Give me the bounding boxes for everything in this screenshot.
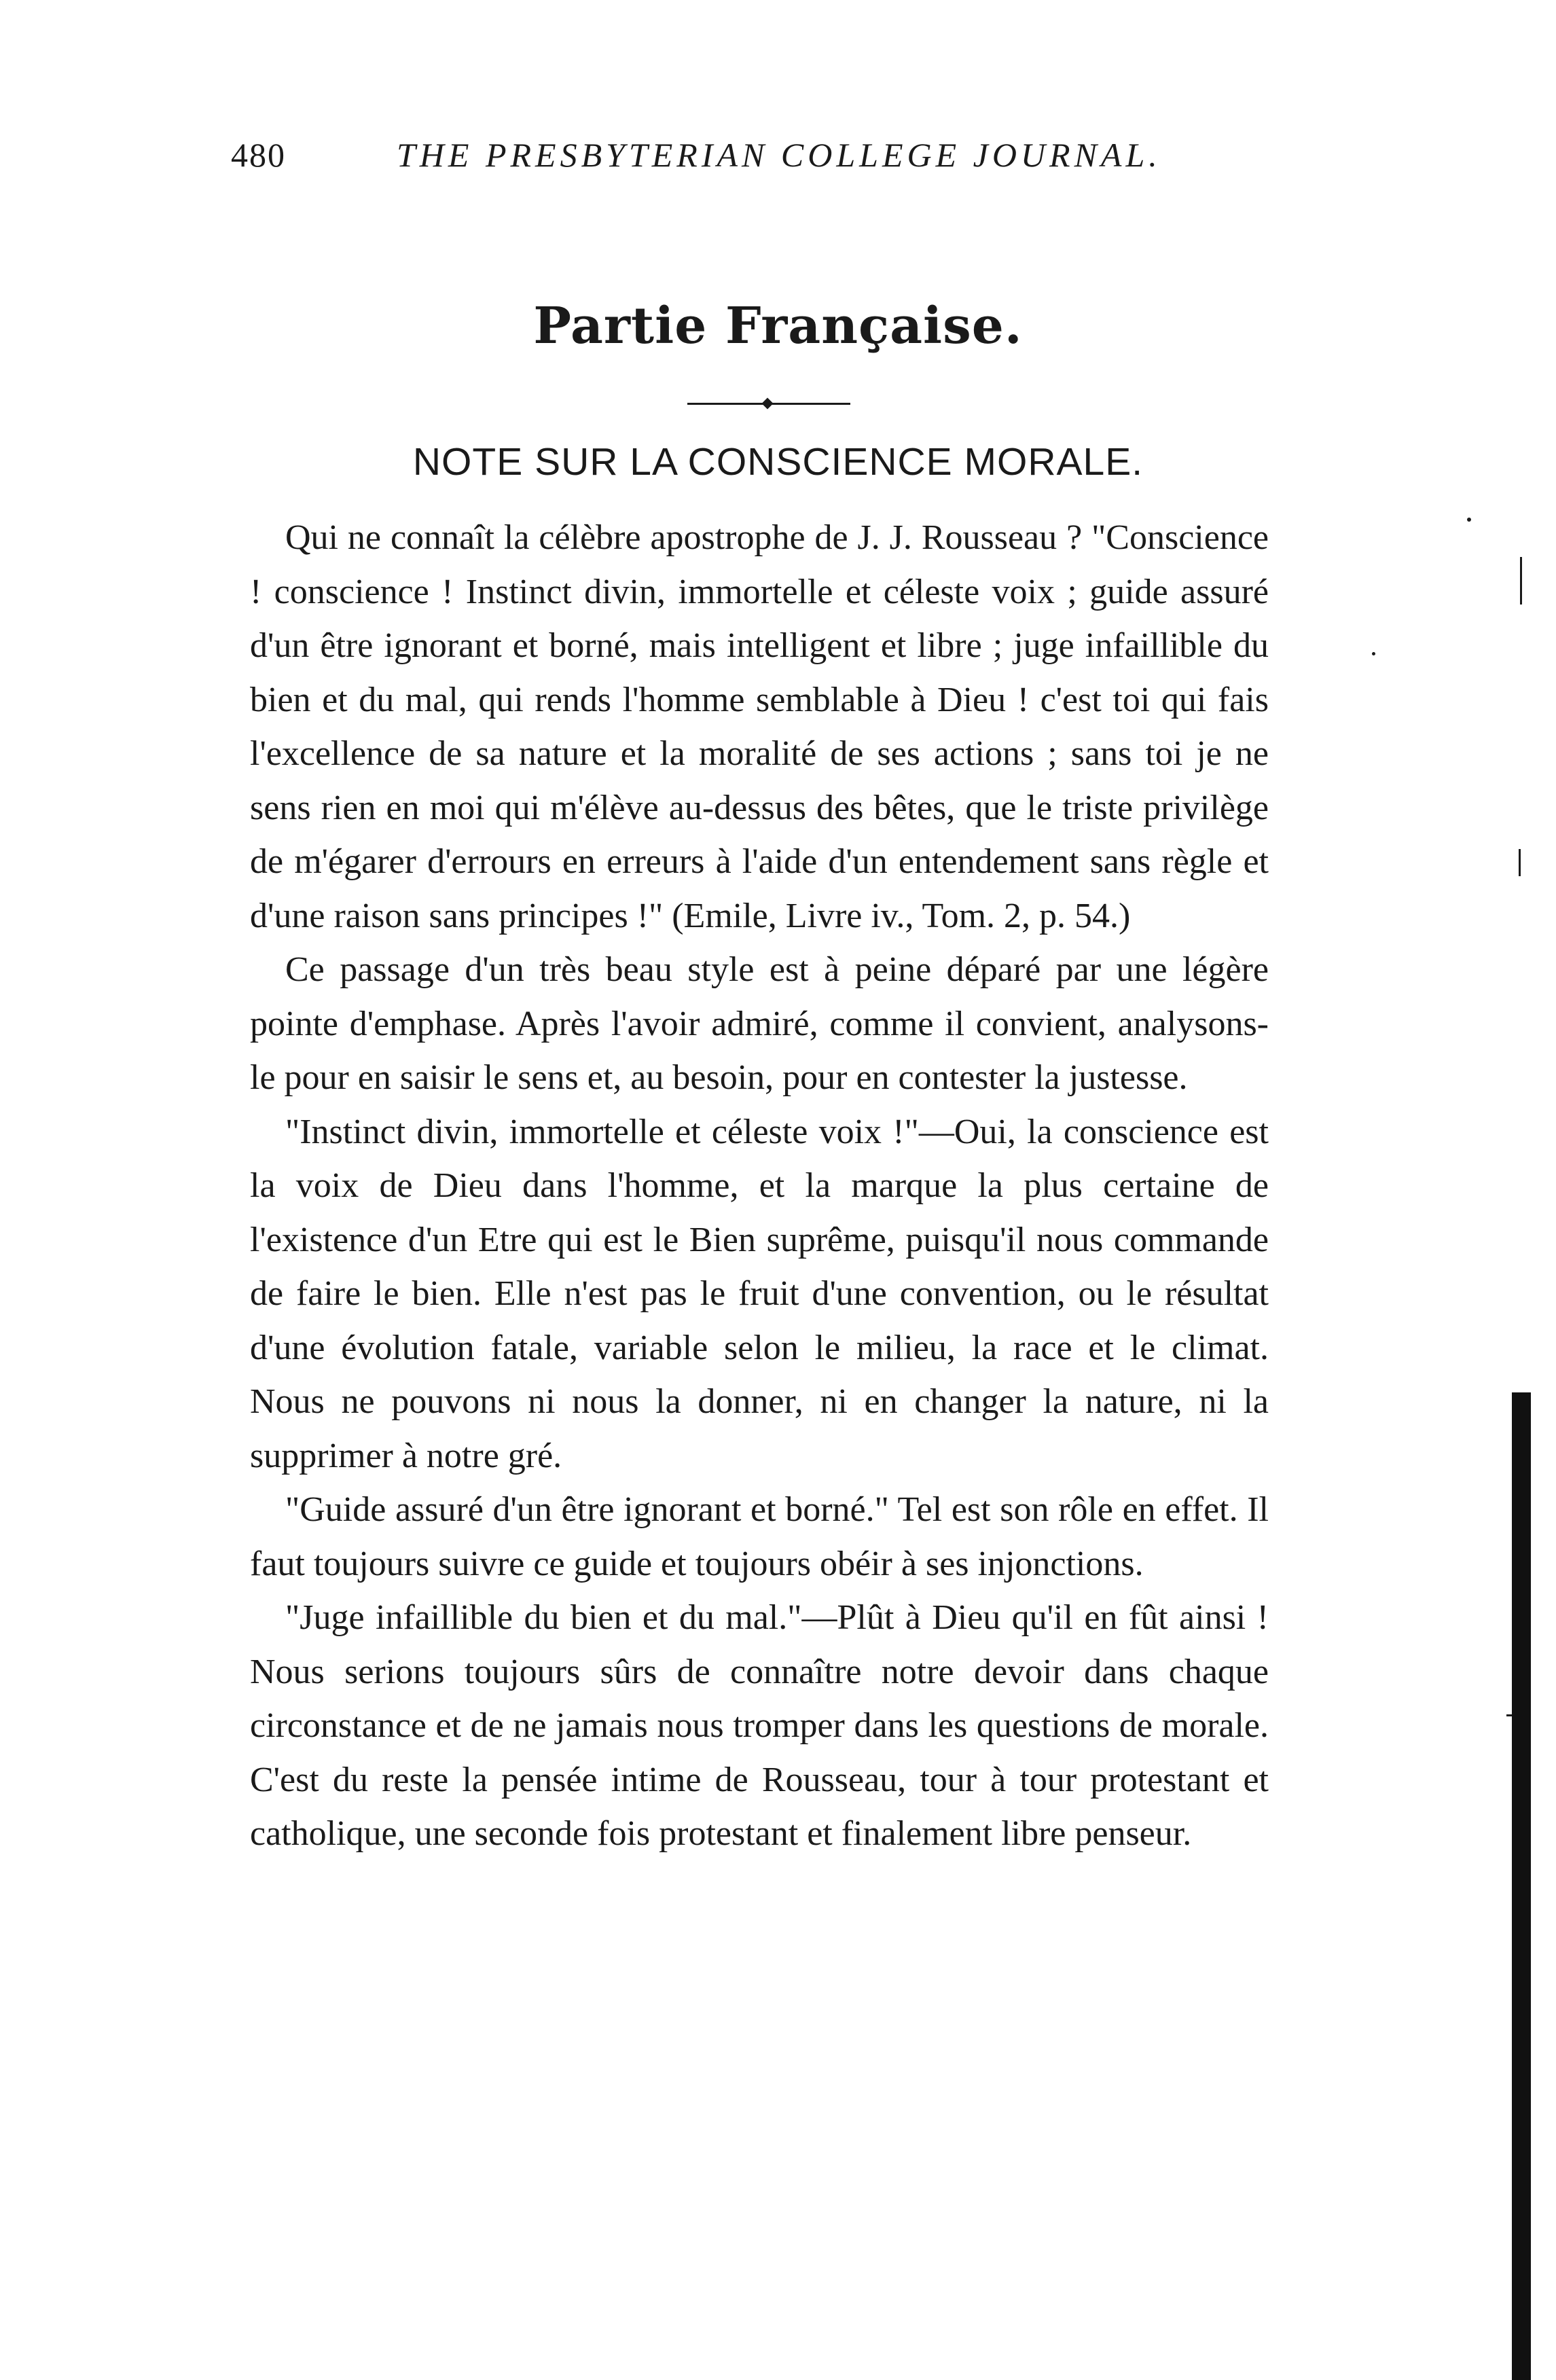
paragraph: Ce passage d'un très beau style est à peine déparé par une légère pointe d'emphase. Après l'avoir admiré, comme il convient, analysons-le pour en saisir le sens et, au besoin, pour en contester la justesse. xyxy=(250,950,1269,1097)
article-body xyxy=(250,511,1269,1861)
page-number: 480 xyxy=(231,136,286,174)
paragraph: "Instinct divin, immortelle et céleste voix !"—Oui, la conscience est la voix de Dieu dans l'homme, et la marque la plus certaine de l'existence d'un Etre qui est le Bien suprême, puisqu'il nous commande de faire le bien. Elle n'est pas le fruit d'une convention, ou le résultat d'une évolution fatale, variable selon le milieu, la race et le climat. Nous ne pouvons ni nous la donner, ni en changer la nature, ni la supprimer à notre gré. xyxy=(250,1112,1269,1475)
paragraph: "Juge infaillible du bien et du mal."—Plût à Dieu qu'il en fût ainsi ! Nous serions toujours sûrs de connaître notre devoir dans chaque circonstance et de ne jamais nous tromper dans les questions de morale. C'est du reste la pensée intime de Rousseau, tour à tour protestant et catholique, une seconde fois protestant et finalement libre penseur. xyxy=(250,1598,1269,1853)
scan-speck xyxy=(1372,652,1375,655)
scan-mark xyxy=(1519,849,1521,876)
journal-title: THE PRESBYTERIAN COLLEGE JOURNAL. xyxy=(397,136,1161,174)
paragraph: Qui ne connaît la célèbre apostrophe de J. J. Rousseau ? "Conscience ! conscience ! Instinct divin, immortelle et céleste voix ; guide assuré d'un être ignorant et borné, mais intelligent et libre ; juge infaillible du bien et du mal, qui rends l'homme semblable à Dieu ! c'est toi qui fais l'excellence de sa nature et la moralité de ses actions ; sans toi je ne sens rien en moi qui m'élève au-dessus des bêtes, que le triste privilège de m'égarer d'errours en erreurs à l'aide d'un entendement sans règle et d'une raison sans principes !" (Emile, Livre iv., Tom. 2, p. 54.) xyxy=(250,518,1269,935)
running-head xyxy=(231,128,1318,182)
paragraph: "Guide assuré d'un être ignorant et borné." Tel est son rôle en effet. Il faut toujours suivre ce guide et toujours obéir à ses injonctions. xyxy=(250,1490,1269,1583)
scan-mark xyxy=(1520,557,1522,605)
diamond-ornament-icon xyxy=(762,398,774,410)
article-title: NOTE SUR LA CONSCIENCE MORALE. xyxy=(412,440,1144,484)
scan-edge-bar xyxy=(1512,1392,1531,2380)
section-title: Partie Française. xyxy=(533,297,1023,355)
scan-speck xyxy=(1467,518,1471,522)
ornamental-rule xyxy=(687,399,850,408)
